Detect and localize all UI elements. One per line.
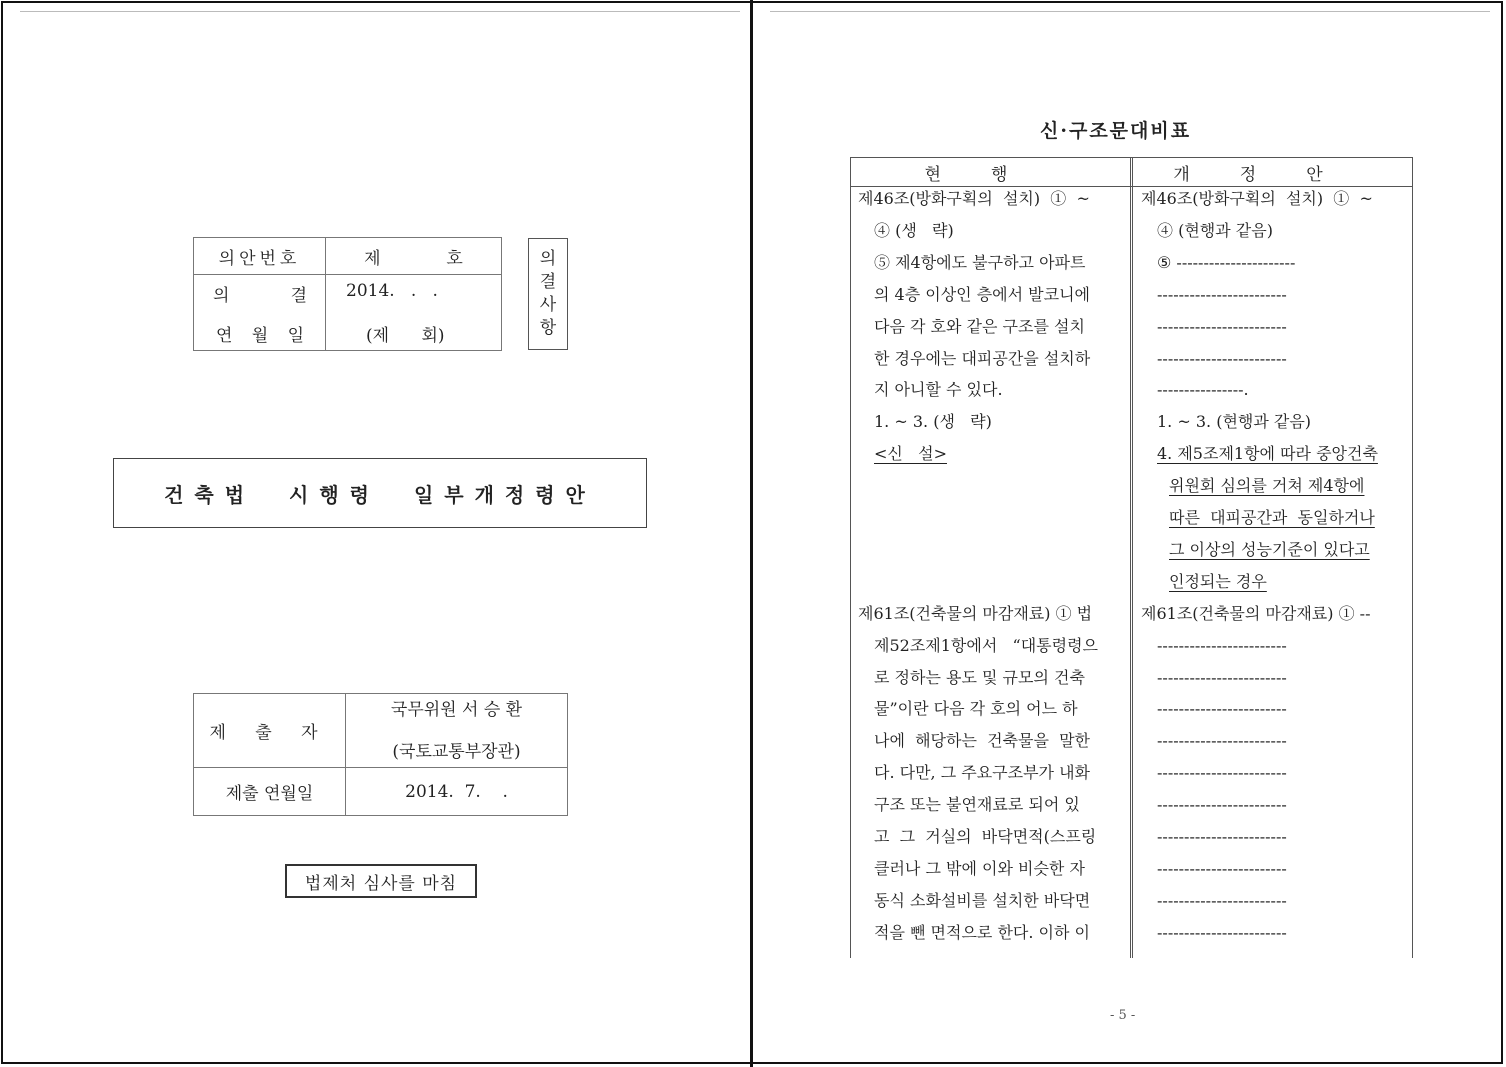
current-line: 지 아니할 수 있다. [874, 380, 1003, 400]
current-line: 물”이란 다음 각 호의 어느 하 [874, 699, 1078, 719]
current-line: 다음 각 호와 같은 구조를 설치 [874, 316, 1085, 336]
proposed-line: ------------------------ [1157, 922, 1287, 942]
side-char: 의 [539, 249, 557, 269]
current-line: ④ (생 략) [874, 220, 954, 240]
current-line: 의 4층 이상인 층에서 발코니에 [874, 284, 1090, 304]
proposed-line: ------------------------ [1157, 699, 1287, 719]
header-proposed-text: 개정안 [1173, 164, 1373, 185]
submitter-cell [346, 694, 568, 768]
current-line: 1. ~ 3. (생 략) [874, 412, 992, 432]
review-stamp-text: 법제처 심사를 마침 [304, 873, 458, 894]
page-number: - 5 - [1110, 1008, 1136, 1023]
proposed-line: ----------------. [1157, 380, 1249, 400]
scan-edge-right [770, 11, 1490, 12]
decision-matters-label [528, 238, 568, 350]
header-current [850, 158, 1132, 187]
side-char: 사 [539, 295, 557, 315]
decision-label-2: 결 [290, 286, 307, 306]
bill-title-box [113, 458, 647, 528]
current-line: 제52조제1항에서 “대통령령으 [874, 635, 1098, 655]
table-border-right [1412, 158, 1413, 958]
side-char: 항 [539, 318, 557, 338]
bill-no-value [326, 238, 502, 275]
decision-session: (제 회) [366, 326, 445, 346]
proposed-line: ------------------------ [1157, 763, 1287, 783]
comparison-title: 신·구조문대비표 [1040, 120, 1192, 142]
current-line: 클러나 그 밖에 이와 비슷한 자 [874, 858, 1085, 878]
proposed-line: ------------------------ [1157, 348, 1287, 368]
proposed-line: 제61조(건축물의 마감재료) ① -- [1141, 603, 1371, 623]
current-line: 고 그 거실의 바닥면적(스프링 [874, 827, 1097, 846]
proposed-line: 그 이상의 성능기준이 있다고 [1169, 539, 1370, 559]
decision-date-label-cell [194, 275, 326, 351]
review-stamp [285, 864, 477, 898]
header-proposed [1133, 158, 1413, 187]
table-column-divider [1130, 158, 1133, 958]
header-current-text: 현행 [924, 164, 1058, 185]
bill-no-prefix: 제 [364, 248, 381, 269]
current-line: 다. 다만, 그 주요구조부가 내화 [874, 763, 1090, 783]
decision-label-1: 의 [213, 286, 230, 306]
current-line: ⑤ 제4항에도 불구하고 아파트 [874, 252, 1086, 272]
submission-date-label: 제출 연월일 [194, 768, 346, 816]
page-divider [750, 0, 753, 1067]
current-line: 제46조(방화구획의 설치) ① ~ [858, 189, 1090, 208]
proposed-line: ------------------------ [1157, 316, 1287, 336]
proposed-line: ------------------------ [1157, 795, 1287, 815]
current-line: 제61조(건축물의 마감재료) ① 법 [858, 603, 1093, 623]
proposed-line: ④ (현행과 같음) [1157, 220, 1273, 240]
current-line: 나에 해당하는 건축물을 말한 [874, 731, 1090, 751]
proposed-line: ------------------------ [1157, 890, 1287, 910]
current-line: 동식 소화설비를 설치한 바닥면 [874, 890, 1091, 910]
decision-date-cell [326, 275, 502, 351]
bill-no-label: 의안번호 [194, 238, 326, 275]
proposed-line: ------------------------ [1157, 284, 1287, 304]
submitter-label: 제 출 자 [194, 694, 346, 768]
submitter-name: 국무위원 서 승 환 [390, 699, 523, 720]
proposed-line: 따른 대피공간과 동일하거나 [1169, 508, 1375, 527]
bill-title: 건축법 시행령 일부개정령안 [164, 482, 596, 507]
comparison-table [850, 157, 1413, 958]
current-line: 적을 뺀 면적으로 한다. 이하 이 [874, 922, 1090, 942]
decision-date-label: 연 월 일 [215, 326, 305, 346]
proposed-line: ⑤ ---------------------- [1157, 252, 1296, 272]
proposed-line: ------------------------ [1157, 858, 1287, 878]
decision-date-value: 2014. . . [346, 281, 438, 301]
proposed-line: 제46조(방화구획의 설치) ① ~ [1141, 189, 1373, 208]
bill-no-suffix: 호 [446, 248, 463, 269]
side-char: 결 [539, 272, 557, 292]
submitter-office: (국토교통부장관) [392, 741, 521, 762]
current-line: <신 설> [874, 444, 947, 464]
submission-date-value: 2014. 7. . [346, 768, 568, 816]
proposed-line: 위원회 심의를 거쳐 제4항에 [1169, 476, 1365, 496]
scan-edge-left [20, 11, 740, 12]
table-border-left [850, 158, 851, 958]
proposed-line: ------------------------ [1157, 731, 1287, 751]
current-line: 한 경우에는 대피공간을 설치하 [874, 348, 1091, 368]
proposed-line: ------------------------ [1157, 667, 1287, 687]
current-line: 구조 또는 불연재료로 되어 있 [874, 795, 1080, 815]
proposed-line: 인정되는 경우 [1169, 571, 1267, 591]
submission-table [193, 693, 568, 816]
bill-info-table [193, 237, 502, 351]
proposed-line: ------------------------ [1157, 827, 1287, 846]
proposed-line: 1. ~ 3. (현행과 같음) [1157, 412, 1312, 432]
proposed-line: ------------------------ [1157, 635, 1287, 655]
proposed-line: 4. 제5조제1항에 따라 중앙건축 [1157, 444, 1378, 464]
current-line: 로 정하는 용도 및 규모의 건축 [874, 667, 1085, 687]
